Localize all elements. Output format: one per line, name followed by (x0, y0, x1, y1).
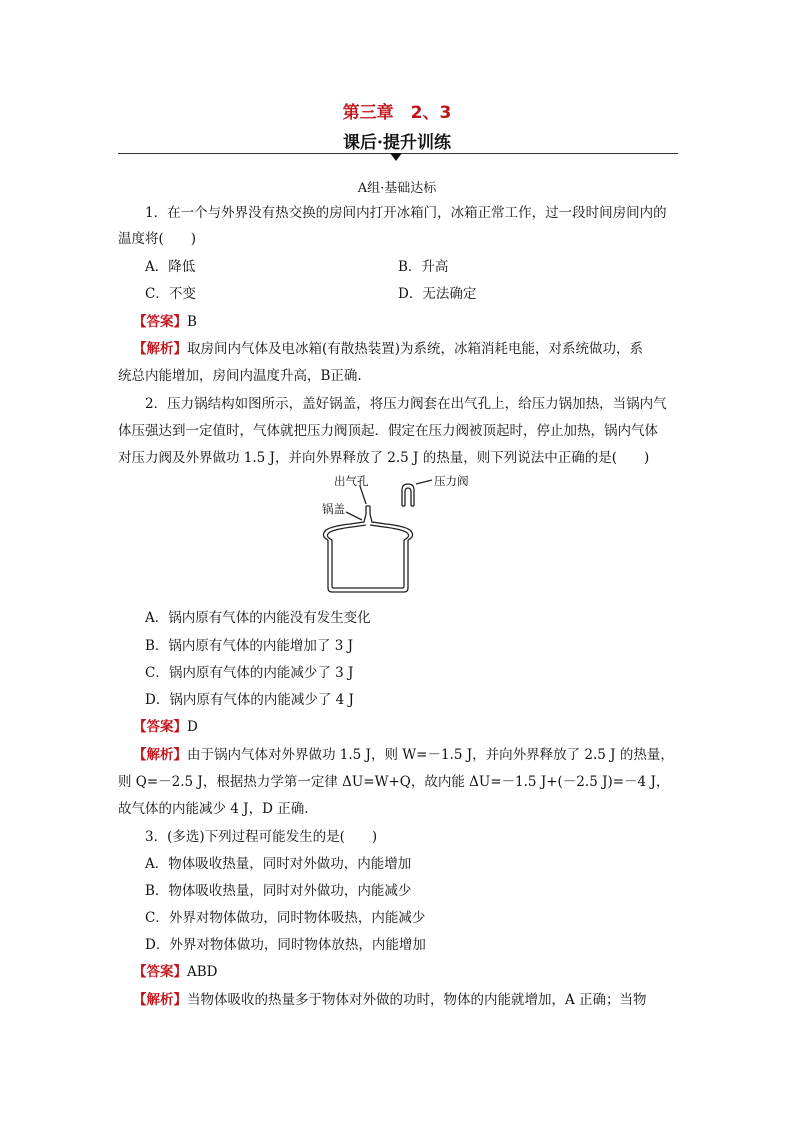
q1-option-a: A．降低 (145, 259, 196, 275)
q2-option-d: D．锅内原有气体的内能减少了 4 J (145, 692, 354, 708)
q3-answer-row (133, 963, 218, 981)
group-heading: A组·基础达标 (357, 181, 437, 196)
figure-label-valve: 压力阀 (434, 474, 469, 488)
q1-option-d: D．无法确定 (398, 286, 477, 302)
q3-answer: ABD (187, 964, 218, 980)
chapter-title: 第三章 2、3 (342, 103, 452, 123)
q1-analysis-row (133, 340, 643, 358)
q2-analysis-label: 【解析】 (133, 747, 187, 763)
q3-option-b: B．物体吸收热量，同时对外做功，内能减少 (145, 883, 412, 899)
figure-label-lid: 锅盖 (322, 502, 345, 516)
q1-stem-line-2: 温度将( ) (118, 231, 197, 247)
q3-stem-line-1: 3．(多选)下列过程可能发生的是( ) (145, 829, 378, 845)
q2-analysis-line-1: 由于锅内气体对外界做功 1.5 J，则 W=－1.5 J，并向外界释放了 2.5 J 的热量， (187, 747, 674, 763)
q1-answer: B (187, 314, 197, 330)
q3-option-a: A．物体吸收热量，同时对外做功，内能增加 (145, 856, 412, 872)
q2-answer-row (133, 718, 198, 736)
q2-answer-label: 【答案】 (133, 719, 187, 735)
q2-analysis-row (133, 746, 674, 764)
pressure-cooker-figure (310, 470, 510, 600)
q2-stem-line-1: 2．压力锅结构如图所示，盖好锅盖，将压力阀套在出气孔上，给压力锅加热，当锅内气 (145, 396, 667, 412)
q1-answer-row (133, 313, 197, 331)
triangle-marker-icon (390, 153, 402, 161)
q1-analysis-label: 【解析】 (133, 341, 187, 357)
q3-option-c: C．外界对物体做功，同时物体吸热，内能减少 (145, 910, 426, 926)
figure-label-outlet: 出气孔 (334, 474, 369, 488)
q2-option-a: A．锅内原有气体的内能没有发生变化 (145, 610, 371, 626)
q3-analysis-label: 【解析】 (133, 992, 187, 1008)
q1-analysis-line-2: 统总内能增加，房间内温度升高，B正确. (118, 368, 362, 384)
q2-option-b: B．锅内原有气体的内能增加了 3 J (145, 638, 354, 654)
q1-analysis-line-1: 取房间内气体及电冰箱(有散热装置)为系统，冰箱消耗电能，对系统做功，系 (187, 341, 644, 357)
q3-option-d: D．外界对物体做功，同时物体放热，内能增加 (145, 937, 426, 953)
q2-stem-line-2: 体压强达到一定值时，气体就把压力阀顶起．假定在压力阀被顶起时，停止加热，锅内气体 (118, 423, 658, 439)
q1-answer-label: 【答案】 (133, 314, 187, 330)
q3-analysis-line-1: 当物体吸收的热量多于物体对外做的功时，物体的内能就增加，A 正确；当物 (187, 992, 647, 1008)
q3-analysis-row (133, 991, 647, 1009)
q1-option-c: C．不变 (145, 286, 196, 302)
q2-analysis-line-3: 故气体的内能减少 4 J，D 正确. (118, 801, 309, 817)
q3-answer-label: 【答案】 (133, 964, 187, 980)
q2-answer: D (187, 719, 198, 735)
page-subtitle: 课后·提升训练 (343, 133, 451, 153)
q2-analysis-line-2: 则 Q=－2.5 J，根据热力学第一定律 ΔU=W+Q，故内能 ΔU=－1.5 J+(－2.5 J)=－4 J， (118, 774, 670, 790)
q2-stem-line-3: 对压力阀及外界做功 1.5 J，并向外界释放了 2.5 J 的热量，则下列说法中正确的是( ) (118, 450, 650, 466)
q2-option-c: C．锅内原有气体的内能减少了 3 J (145, 665, 354, 681)
q1-option-b: B．升高 (398, 259, 449, 275)
q1-stem-line-1: 1．在一个与外界没有热交换的房间内打开冰箱门，冰箱正常工作，过一段时间房间内的 (145, 205, 667, 221)
pressure-cooker-diagram (310, 470, 510, 600)
